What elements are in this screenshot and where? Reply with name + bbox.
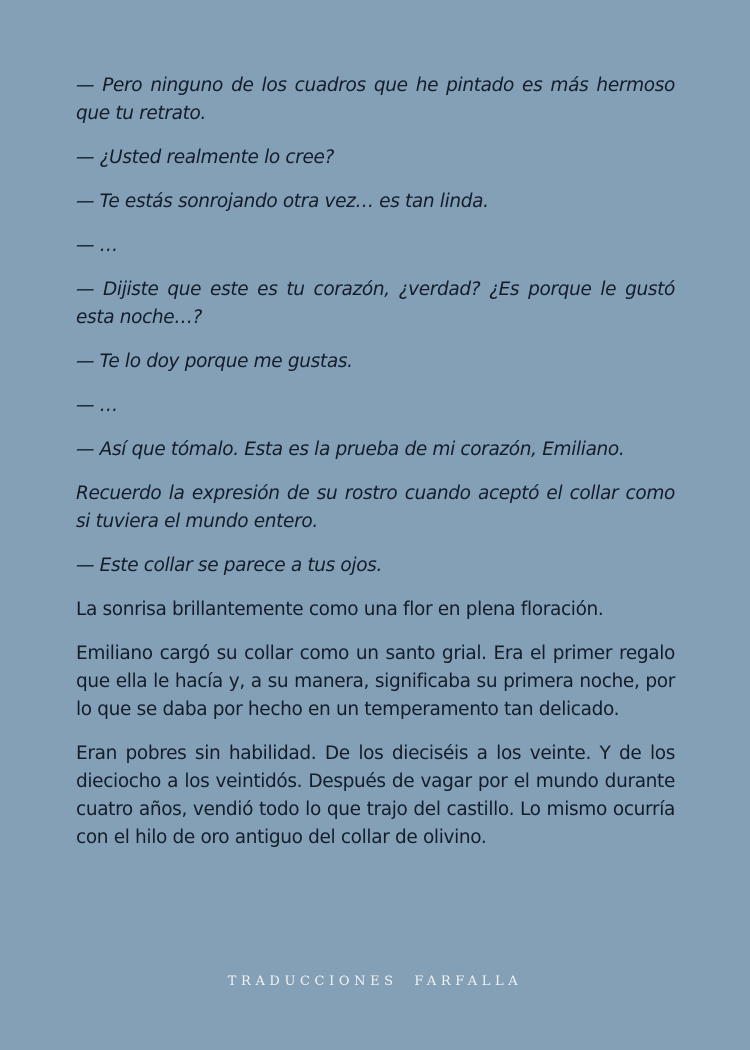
dialog-paragraph: — ¿Usted realmente lo cree? bbox=[76, 147, 334, 168]
dialog-paragraph: — Pero ninguno de los cuadros que he pintado es más hermoso que tu retrato. bbox=[76, 75, 675, 124]
dialog-paragraph: — Te estás sonrojando otra vez… es tan linda. bbox=[76, 191, 489, 212]
narrative-paragraph: Emiliano cargó su collar como un santo grial. Era el primer regalo que ella le hacía y, a su manera, significaba su primera noche, por lo que se daba por hecho en un temperamento tan delicado. bbox=[76, 643, 675, 720]
dialog-paragraph: — Te lo doy porque me gustas. bbox=[76, 351, 353, 372]
dialog-paragraph: — … bbox=[76, 395, 118, 416]
dialog-paragraph: — … bbox=[76, 235, 118, 256]
memory-paragraph: Recuerdo la expresión de su rostro cuando aceptó el collar como si tuviera el mundo entero. bbox=[76, 483, 675, 532]
dialog-paragraph: — Dijiste que este es tu corazón, ¿verdad? ¿Es porque le gustó esta noche…? bbox=[76, 279, 675, 328]
narrative-paragraph: La sonrisa brillantemente como una flor en plena floración. bbox=[76, 599, 604, 620]
dialog-paragraph: — Así que tómalo. Esta es la prueba de mi corazón, Emiliano. bbox=[76, 439, 625, 460]
narrative-paragraph: Eran pobres sin habilidad. De los dieciséis a los veinte. Y de los dieciocho a los veintidós. Después de vagar por el mundo durante cuatro años, vendió todo lo que trajo del castillo. Lo mismo ocurría con el hilo de oro antiguo del collar de olivino. bbox=[76, 743, 675, 848]
translator-credit: TRADUCCIONES FARFALLA bbox=[227, 974, 523, 989]
document-body bbox=[76, 72, 675, 868]
dialog-paragraph: — Este collar se parece a tus ojos. bbox=[76, 555, 382, 576]
